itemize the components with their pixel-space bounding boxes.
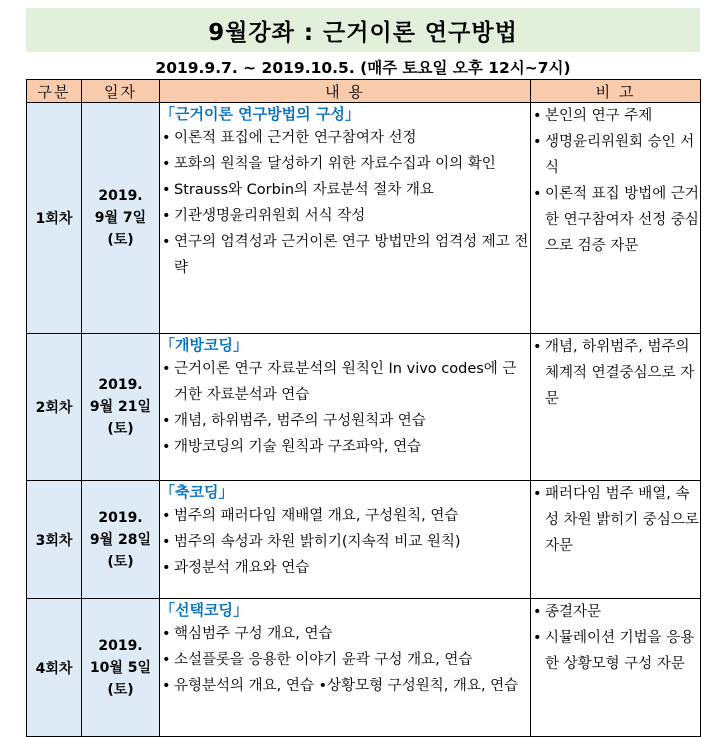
- session-date: [82, 599, 160, 737]
- session-remark: [531, 334, 701, 481]
- section-heading: 「축코딩」: [160, 483, 234, 501]
- list-item: • 핵심범주 구성 개요, 연습: [160, 621, 530, 647]
- section-heading: 「선택코딩」: [160, 601, 248, 619]
- date-day: 9월 28일: [89, 531, 152, 548]
- session-content: [160, 103, 531, 334]
- content-list: [160, 356, 530, 460]
- list-item: • 포화의 원칙을 달성하기 위한 자료수집과 이의 확인: [160, 151, 530, 177]
- date-weekday: (토): [107, 553, 134, 570]
- schedule-table: [26, 79, 701, 737]
- list-item: • 패러다임 범주 배열, 속성 차원 밝히기 중심으로 자문: [531, 481, 700, 559]
- session-content: [160, 481, 531, 599]
- date-year: 2019.: [98, 637, 143, 654]
- list-item: • 개념, 하위범주, 범주의 체계적 연결중심으로 자문: [531, 334, 700, 412]
- date-day: 9월 21일: [89, 399, 152, 415]
- header-remark: 비 고: [531, 80, 701, 103]
- list-item: • 범주의 패러다임 재배열 개요, 구성원칙, 연습: [160, 503, 530, 529]
- table-header-row: [27, 80, 701, 103]
- page-title: 9월강좌 : 근거이론 연구방법: [26, 8, 700, 52]
- session-number: 3회차: [27, 481, 82, 599]
- session-date: [82, 334, 160, 481]
- date-day: 9월 7일: [94, 210, 147, 226]
- list-item: • 개념, 하위범주, 범주의 구성원칙과 연습: [160, 408, 530, 434]
- session-date: [82, 481, 160, 599]
- session-content: [160, 599, 531, 737]
- date-weekday: (토): [107, 232, 134, 248]
- date-year: 2019.: [98, 377, 143, 393]
- session-number: 2회차: [27, 334, 82, 481]
- session-remark: [531, 599, 701, 737]
- list-item: • 시뮬레이션 기법을 응용한 상황모형 구성 자문: [531, 625, 700, 677]
- list-item: • 생명윤리위원회 승인 서식: [531, 129, 700, 181]
- session-number: 4회차: [27, 599, 82, 737]
- list-item: • 과정분석 개요와 연습: [160, 555, 530, 581]
- date-year: 2019.: [98, 188, 143, 204]
- session-remark: [531, 103, 701, 334]
- list-item: • 이론적 표집 방법에 근거한 연구참여자 선정 중심으로 검증 자문: [531, 181, 700, 259]
- list-item: • 범주의 속성과 차원 밝히기(지속적 비교 원칙): [160, 529, 530, 555]
- remark-list: [531, 334, 700, 412]
- remark-list: [531, 599, 700, 677]
- table-row: [27, 481, 701, 599]
- content-list: [160, 125, 530, 281]
- list-item: • 연구의 엄격성과 근거이론 연구 방법만의 엄격성 제고 전략: [160, 229, 530, 281]
- table-row: [27, 334, 701, 481]
- session-number: 1회차: [27, 103, 82, 334]
- remark-list: [531, 481, 700, 559]
- date-weekday: (토): [107, 421, 134, 437]
- date-day: 10월 5일: [89, 659, 152, 676]
- content-list: [160, 503, 530, 581]
- date-year: 2019.: [98, 509, 143, 526]
- header-content: 내 용: [160, 80, 531, 103]
- list-item: • 소설플롯을 응용한 이야기 윤곽 구성 개요, 연습: [160, 647, 530, 673]
- list-item: • 종결자문: [531, 599, 700, 625]
- session-content: [160, 334, 531, 481]
- list-item: • Strauss와 Corbin의 자료분석 절차 개요: [160, 177, 530, 203]
- list-item: • 기관생명윤리위원회 서식 작성: [160, 203, 530, 229]
- session-remark: [531, 481, 701, 599]
- remark-list: [531, 103, 700, 259]
- header-round: 구분: [27, 80, 82, 103]
- section-heading: 「근거이론 연구방법의 구성」: [160, 105, 360, 123]
- list-item: • 이론적 표집에 근거한 연구참여자 선정: [160, 125, 530, 151]
- content-list: [160, 621, 530, 699]
- list-item: • 본인의 연구 주제: [531, 103, 700, 129]
- header-date: 일자: [82, 80, 160, 103]
- date-weekday: (토): [107, 681, 134, 698]
- list-item: • 개방코딩의 기술 원칙과 구조파악, 연습: [160, 434, 530, 460]
- schedule-period: 2019.9.7. ~ 2019.10.5. (매주 토요일 오후 12시~7시): [155, 59, 571, 77]
- list-item: • 근거이론 연구 자료분석의 원칙인 In vivo codes에 근거한 자료분석과 연습: [160, 356, 530, 408]
- table-row: [27, 599, 701, 737]
- section-heading: 「개방코딩」: [160, 336, 248, 354]
- list-item: • 유형분석의 개요, 연습 •상황모형 구성원칙, 개요, 연습: [160, 673, 530, 699]
- session-date: [82, 103, 160, 334]
- table-row: [27, 103, 701, 334]
